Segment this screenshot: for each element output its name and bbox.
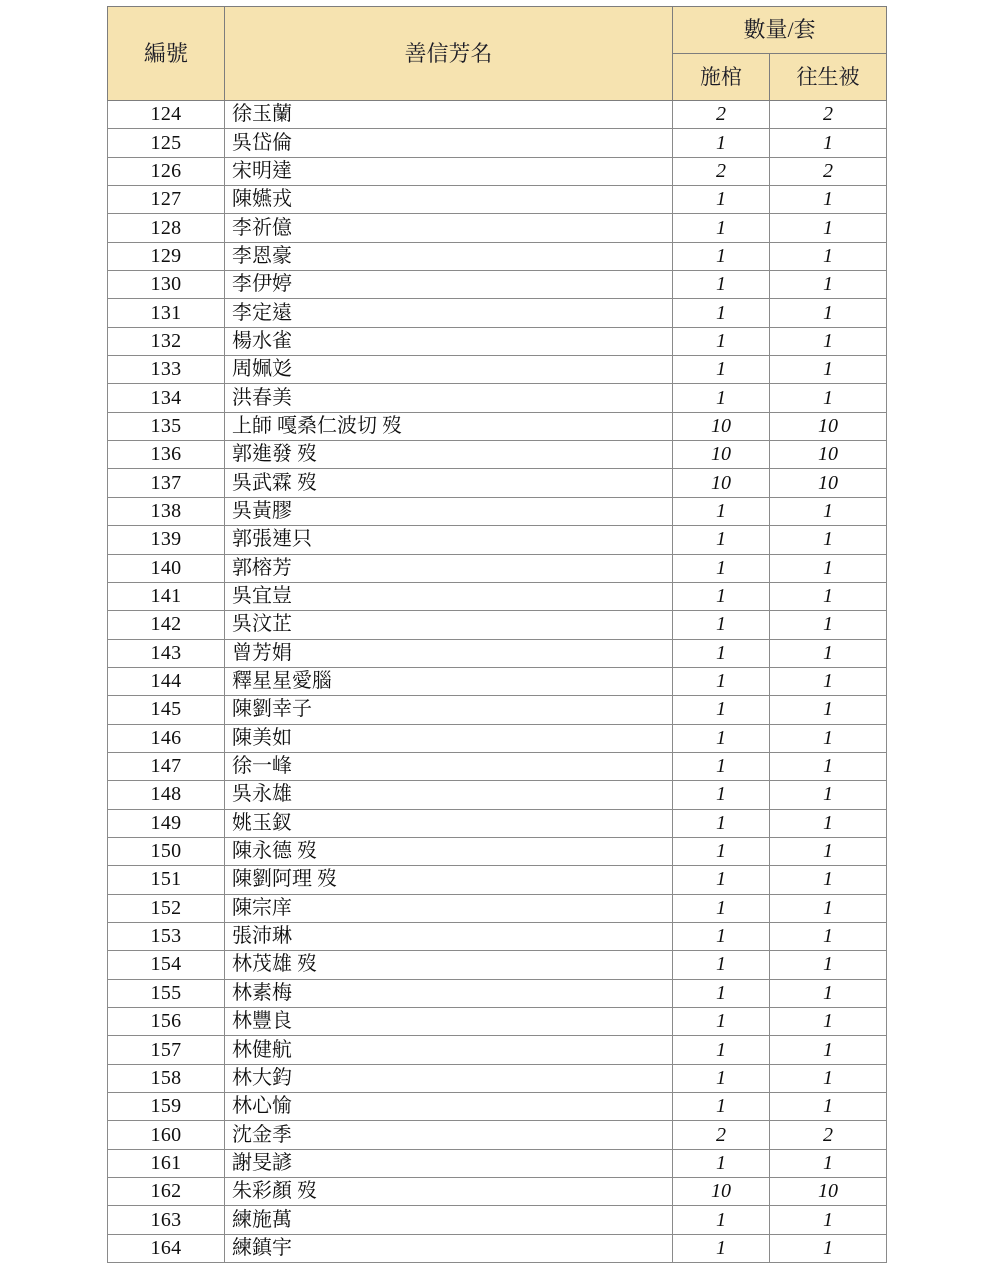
cell-donor-name: 郭榕芳 xyxy=(225,554,673,582)
cell-shroud-quantity: 2 xyxy=(770,1121,887,1149)
cell-id: 129 xyxy=(108,242,225,270)
cell-coffin-quantity: 1 xyxy=(673,497,770,525)
table-row xyxy=(108,667,887,695)
cell-id: 154 xyxy=(108,951,225,979)
table-row xyxy=(108,809,887,837)
column-header-quantity-group: 數量/套 xyxy=(673,7,887,54)
cell-coffin-quantity: 1 xyxy=(673,667,770,695)
cell-id: 130 xyxy=(108,271,225,299)
cell-coffin-quantity: 1 xyxy=(673,271,770,299)
cell-shroud-quantity: 1 xyxy=(770,1206,887,1234)
table-row xyxy=(108,1234,887,1262)
table-row xyxy=(108,554,887,582)
cell-donor-name: 陳宗庠 xyxy=(225,894,673,922)
table-row xyxy=(108,724,887,752)
cell-donor-name: 郭張連只 xyxy=(225,526,673,554)
cell-donor-name: 吳永雄 xyxy=(225,781,673,809)
table-row xyxy=(108,271,887,299)
table-row xyxy=(108,1121,887,1149)
cell-id: 149 xyxy=(108,809,225,837)
column-header-shroud: 往生被 xyxy=(770,54,887,101)
cell-id: 135 xyxy=(108,412,225,440)
cell-donor-name: 陳美如 xyxy=(225,724,673,752)
cell-donor-name: 李恩豪 xyxy=(225,242,673,270)
cell-id: 127 xyxy=(108,186,225,214)
cell-donor-name: 曾芳娟 xyxy=(225,639,673,667)
table-row xyxy=(108,242,887,270)
cell-shroud-quantity: 1 xyxy=(770,979,887,1007)
cell-id: 136 xyxy=(108,441,225,469)
cell-id: 137 xyxy=(108,469,225,497)
table-row xyxy=(108,866,887,894)
cell-donor-name: 姚玉釵 xyxy=(225,809,673,837)
cell-coffin-quantity: 1 xyxy=(673,1064,770,1092)
cell-id: 142 xyxy=(108,611,225,639)
cell-coffin-quantity: 1 xyxy=(673,214,770,242)
table-row xyxy=(108,1206,887,1234)
cell-donor-name: 吳黃膠 xyxy=(225,497,673,525)
table-row xyxy=(108,441,887,469)
cell-shroud-quantity: 1 xyxy=(770,271,887,299)
cell-shroud-quantity: 1 xyxy=(770,696,887,724)
cell-coffin-quantity: 10 xyxy=(673,1178,770,1206)
cell-donor-name: 吳汶芷 xyxy=(225,611,673,639)
cell-donor-name: 李定遠 xyxy=(225,299,673,327)
cell-coffin-quantity: 10 xyxy=(673,441,770,469)
cell-coffin-quantity: 1 xyxy=(673,809,770,837)
cell-id: 158 xyxy=(108,1064,225,1092)
cell-shroud-quantity: 1 xyxy=(770,639,887,667)
cell-coffin-quantity: 1 xyxy=(673,922,770,950)
cell-id: 156 xyxy=(108,1008,225,1036)
cell-id: 150 xyxy=(108,837,225,865)
cell-donor-name: 練施萬 xyxy=(225,1206,673,1234)
cell-id: 134 xyxy=(108,384,225,412)
cell-id: 153 xyxy=(108,922,225,950)
cell-id: 148 xyxy=(108,781,225,809)
cell-donor-name: 陳劉阿理 歿 xyxy=(225,866,673,894)
table-row xyxy=(108,299,887,327)
cell-id: 157 xyxy=(108,1036,225,1064)
cell-coffin-quantity: 1 xyxy=(673,866,770,894)
cell-shroud-quantity: 1 xyxy=(770,299,887,327)
cell-id: 126 xyxy=(108,157,225,185)
cell-donor-name: 林豐良 xyxy=(225,1008,673,1036)
cell-shroud-quantity: 1 xyxy=(770,242,887,270)
table-row xyxy=(108,1178,887,1206)
cell-id: 164 xyxy=(108,1234,225,1262)
cell-id: 131 xyxy=(108,299,225,327)
cell-shroud-quantity: 1 xyxy=(770,1008,887,1036)
table-row xyxy=(108,1008,887,1036)
cell-shroud-quantity: 1 xyxy=(770,1234,887,1262)
cell-shroud-quantity: 1 xyxy=(770,497,887,525)
cell-id: 160 xyxy=(108,1121,225,1149)
cell-id: 155 xyxy=(108,979,225,1007)
table-row xyxy=(108,327,887,355)
table-row xyxy=(108,894,887,922)
cell-id: 125 xyxy=(108,129,225,157)
table-row xyxy=(108,129,887,157)
cell-shroud-quantity: 1 xyxy=(770,526,887,554)
cell-id: 161 xyxy=(108,1149,225,1177)
cell-donor-name: 釋星星愛腦 xyxy=(225,667,673,695)
cell-donor-name: 林茂雄 歿 xyxy=(225,951,673,979)
cell-shroud-quantity: 1 xyxy=(770,752,887,780)
table-row xyxy=(108,611,887,639)
cell-donor-name: 洪春美 xyxy=(225,384,673,412)
cell-coffin-quantity: 1 xyxy=(673,639,770,667)
cell-coffin-quantity: 1 xyxy=(673,724,770,752)
column-header-id: 編號 xyxy=(108,7,225,101)
cell-shroud-quantity: 1 xyxy=(770,866,887,894)
cell-donor-name: 周姵彣 xyxy=(225,356,673,384)
cell-coffin-quantity: 1 xyxy=(673,526,770,554)
cell-donor-name: 陳劉幸子 xyxy=(225,696,673,724)
column-header-coffin: 施棺 xyxy=(673,54,770,101)
cell-coffin-quantity: 1 xyxy=(673,1149,770,1177)
cell-coffin-quantity: 1 xyxy=(673,1093,770,1121)
cell-donor-name: 徐玉蘭 xyxy=(225,101,673,129)
cell-shroud-quantity: 10 xyxy=(770,441,887,469)
table-row xyxy=(108,157,887,185)
cell-id: 143 xyxy=(108,639,225,667)
cell-donor-name: 吳宜豈 xyxy=(225,582,673,610)
table-row xyxy=(108,384,887,412)
cell-shroud-quantity: 1 xyxy=(770,1064,887,1092)
cell-coffin-quantity: 1 xyxy=(673,696,770,724)
cell-donor-name: 謝旻諺 xyxy=(225,1149,673,1177)
cell-coffin-quantity: 1 xyxy=(673,554,770,582)
cell-shroud-quantity: 1 xyxy=(770,809,887,837)
cell-shroud-quantity: 1 xyxy=(770,724,887,752)
column-header-name: 善信芳名 xyxy=(225,7,673,101)
table-row xyxy=(108,951,887,979)
cell-shroud-quantity: 1 xyxy=(770,554,887,582)
cell-id: 152 xyxy=(108,894,225,922)
cell-donor-name: 宋明達 xyxy=(225,157,673,185)
cell-donor-name: 吳岱倫 xyxy=(225,129,673,157)
cell-id: 145 xyxy=(108,696,225,724)
cell-shroud-quantity: 1 xyxy=(770,214,887,242)
cell-coffin-quantity: 1 xyxy=(673,299,770,327)
table-row xyxy=(108,497,887,525)
cell-coffin-quantity: 1 xyxy=(673,781,770,809)
cell-coffin-quantity: 1 xyxy=(673,951,770,979)
table-header xyxy=(108,7,887,101)
cell-donor-name: 林大鈞 xyxy=(225,1064,673,1092)
cell-coffin-quantity: 1 xyxy=(673,894,770,922)
cell-id: 124 xyxy=(108,101,225,129)
table-row xyxy=(108,582,887,610)
cell-shroud-quantity: 1 xyxy=(770,951,887,979)
cell-coffin-quantity: 1 xyxy=(673,384,770,412)
table-row xyxy=(108,922,887,950)
cell-id: 140 xyxy=(108,554,225,582)
table-row xyxy=(108,214,887,242)
cell-coffin-quantity: 2 xyxy=(673,1121,770,1149)
cell-donor-name: 朱彩顏 歿 xyxy=(225,1178,673,1206)
cell-id: 151 xyxy=(108,866,225,894)
table-row xyxy=(108,696,887,724)
cell-shroud-quantity: 1 xyxy=(770,327,887,355)
cell-shroud-quantity: 1 xyxy=(770,667,887,695)
cell-donor-name: 陳永德 歿 xyxy=(225,837,673,865)
table-body xyxy=(108,101,887,1263)
cell-coffin-quantity: 10 xyxy=(673,412,770,440)
cell-coffin-quantity: 1 xyxy=(673,1036,770,1064)
table-row xyxy=(108,1149,887,1177)
table-row xyxy=(108,837,887,865)
cell-donor-name: 李伊婷 xyxy=(225,271,673,299)
cell-coffin-quantity: 1 xyxy=(673,582,770,610)
cell-coffin-quantity: 2 xyxy=(673,157,770,185)
cell-donor-name: 楊水雀 xyxy=(225,327,673,355)
table-row xyxy=(108,101,887,129)
cell-id: 132 xyxy=(108,327,225,355)
cell-id: 138 xyxy=(108,497,225,525)
cell-id: 162 xyxy=(108,1178,225,1206)
cell-shroud-quantity: 2 xyxy=(770,157,887,185)
table-row xyxy=(108,1036,887,1064)
table-row xyxy=(108,1093,887,1121)
cell-donor-name: 郭進發 歿 xyxy=(225,441,673,469)
table-row xyxy=(108,412,887,440)
cell-id: 163 xyxy=(108,1206,225,1234)
table-row xyxy=(108,752,887,780)
cell-coffin-quantity: 1 xyxy=(673,186,770,214)
cell-coffin-quantity: 10 xyxy=(673,469,770,497)
cell-id: 147 xyxy=(108,752,225,780)
cell-coffin-quantity: 1 xyxy=(673,242,770,270)
cell-id: 144 xyxy=(108,667,225,695)
cell-shroud-quantity: 1 xyxy=(770,356,887,384)
cell-coffin-quantity: 2 xyxy=(673,101,770,129)
table-row xyxy=(108,186,887,214)
cell-id: 128 xyxy=(108,214,225,242)
cell-shroud-quantity: 2 xyxy=(770,101,887,129)
cell-shroud-quantity: 1 xyxy=(770,129,887,157)
cell-donor-name: 張沛琳 xyxy=(225,922,673,950)
cell-shroud-quantity: 1 xyxy=(770,837,887,865)
cell-shroud-quantity: 1 xyxy=(770,781,887,809)
cell-shroud-quantity: 1 xyxy=(770,1093,887,1121)
cell-donor-name: 徐一峰 xyxy=(225,752,673,780)
donor-table-container xyxy=(107,6,886,1263)
cell-shroud-quantity: 10 xyxy=(770,1178,887,1206)
cell-shroud-quantity: 1 xyxy=(770,186,887,214)
cell-donor-name: 林心愉 xyxy=(225,1093,673,1121)
cell-donor-name: 李祈億 xyxy=(225,214,673,242)
cell-coffin-quantity: 1 xyxy=(673,611,770,639)
table-row xyxy=(108,1064,887,1092)
cell-coffin-quantity: 1 xyxy=(673,129,770,157)
cell-donor-name: 上師 嘎桑仁波切 歿 xyxy=(225,412,673,440)
table-row xyxy=(108,356,887,384)
cell-donor-name: 林素梅 xyxy=(225,979,673,1007)
cell-id: 139 xyxy=(108,526,225,554)
cell-shroud-quantity: 1 xyxy=(770,922,887,950)
cell-coffin-quantity: 1 xyxy=(673,1008,770,1036)
cell-donor-name: 陳嬿戎 xyxy=(225,186,673,214)
cell-coffin-quantity: 1 xyxy=(673,979,770,1007)
table-row xyxy=(108,781,887,809)
table-header-row-1 xyxy=(108,7,887,54)
cell-shroud-quantity: 1 xyxy=(770,1036,887,1064)
cell-donor-name: 練鎮宇 xyxy=(225,1234,673,1262)
cell-coffin-quantity: 1 xyxy=(673,327,770,355)
cell-shroud-quantity: 1 xyxy=(770,582,887,610)
cell-coffin-quantity: 1 xyxy=(673,1234,770,1262)
cell-coffin-quantity: 1 xyxy=(673,1206,770,1234)
cell-donor-name: 吳武霖 歿 xyxy=(225,469,673,497)
cell-shroud-quantity: 1 xyxy=(770,1149,887,1177)
cell-coffin-quantity: 1 xyxy=(673,356,770,384)
cell-shroud-quantity: 1 xyxy=(770,384,887,412)
cell-coffin-quantity: 1 xyxy=(673,837,770,865)
cell-coffin-quantity: 1 xyxy=(673,752,770,780)
table-row xyxy=(108,979,887,1007)
cell-shroud-quantity: 10 xyxy=(770,412,887,440)
donor-list-table xyxy=(107,6,887,1263)
table-row xyxy=(108,469,887,497)
cell-id: 146 xyxy=(108,724,225,752)
table-row xyxy=(108,639,887,667)
cell-shroud-quantity: 1 xyxy=(770,611,887,639)
cell-donor-name: 林健航 xyxy=(225,1036,673,1064)
cell-id: 133 xyxy=(108,356,225,384)
cell-donor-name: 沈金季 xyxy=(225,1121,673,1149)
cell-shroud-quantity: 10 xyxy=(770,469,887,497)
cell-id: 141 xyxy=(108,582,225,610)
table-row xyxy=(108,526,887,554)
cell-id: 159 xyxy=(108,1093,225,1121)
cell-shroud-quantity: 1 xyxy=(770,894,887,922)
